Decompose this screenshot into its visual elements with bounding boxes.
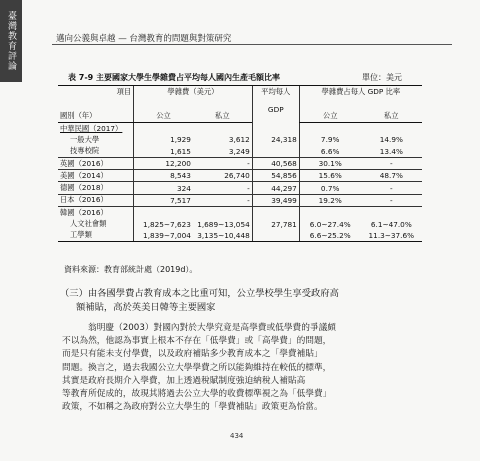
row-label: 英國（2016） (58, 157, 134, 169)
cell-gdp: 44,297 (252, 182, 299, 194)
cell-ratio-public: 7.9% (299, 134, 360, 145)
header-rule (52, 44, 452, 45)
row-label: 一般大學 (70, 134, 100, 144)
cell-ratio-public: 19.2% (299, 194, 360, 206)
table-source: 資料來源：教育部統計處（2019d）。 (64, 265, 198, 274)
row-label: 中華民國（2017） (60, 123, 123, 133)
cell-gdp (252, 207, 299, 219)
chapter-side-tab: 臺灣教育評論 (0, 0, 22, 82)
paragraph-line: 政策，不如稱之為政府對公立大學生的「學費補貼」政策更為恰當。 (62, 402, 323, 413)
cell-gdp: 39,499 (252, 194, 299, 206)
cell-fee-private: 1,689~13,054 (197, 219, 250, 229)
table-row (58, 218, 422, 229)
paragraph-line: 等教育所促成的，故現其將過去公立大學的收費標準視之為「低學費」 (62, 389, 332, 400)
header-gdp-label: GDP (252, 97, 299, 123)
table-row (58, 146, 422, 158)
cell-gdp: 54,856 (252, 170, 299, 182)
table-row (58, 134, 422, 145)
cell-ratio-public: 0.7% (299, 182, 360, 194)
cell-gdp (252, 146, 299, 158)
table-caption: 表 7-9 主要國家大學生學雜費占平均每人國內生產毛額比率 (68, 73, 281, 82)
cell-ratio-public (299, 207, 360, 219)
cell-fee-private: 26,740 (193, 170, 252, 182)
cell-fee-public (134, 207, 193, 219)
header-public: 公立 (134, 110, 193, 123)
cell-gdp: 24,318 (252, 134, 299, 145)
paragraph-line: 其實是政府長期介入學費，加上透過稅賦制度強迫納稅人補貼高 (62, 375, 306, 386)
cell-ratio-private (361, 123, 422, 135)
row-label: 技專校院 (70, 146, 100, 156)
cell-ratio-private: - (361, 194, 422, 206)
cell-fee-public: 8,543 (134, 170, 193, 182)
cell-ratio-private (361, 207, 422, 219)
table-row (58, 123, 422, 135)
cell-ratio-private: 6.1~47.0% (370, 219, 412, 229)
cell-fee-public: 1,825~7,623 (134, 218, 193, 229)
paragraph-line: 而是只有能未支付學費，以及政府補貼多少教育成本之「學費補貼」 (62, 349, 323, 360)
row-label: 人文社會類 (70, 219, 107, 229)
table-row (58, 230, 422, 242)
row-label: 美國（2014） (58, 170, 134, 182)
row-label: 日本（2016） (58, 194, 134, 206)
paragraph-line: 不以為然，他認為事實上根本不存在「低學費」或「高學費」的問題， (62, 336, 332, 347)
cell-gdp (252, 230, 299, 242)
table-row (58, 157, 422, 169)
row-label: 工學類 (58, 230, 134, 242)
page-number: 434 (230, 432, 244, 440)
section-heading (60, 287, 420, 315)
cell-ratio-private: 14.9% (379, 135, 403, 145)
cell-fee-private: - (193, 194, 252, 206)
cell-ratio-public: 30.1% (299, 157, 360, 169)
cell-gdp (252, 123, 299, 135)
paragraph-line: 問題。換言之，過去我國公立大學學費之所以能夠維持在較低的標準， (62, 362, 332, 373)
cell-fee-private: 3,249 (228, 146, 250, 156)
header-private: 私立 (193, 110, 252, 123)
cell-fee-private: - (193, 157, 252, 169)
body-paragraph (62, 322, 424, 414)
cell-gdp: 40,568 (252, 157, 299, 169)
cell-fee-public: 1,615 (134, 146, 193, 158)
cell-fee-private (193, 207, 252, 219)
header-item: 項目 (58, 86, 134, 98)
cell-fee-private (193, 123, 252, 135)
cell-ratio-public: 6.0~27.4% (299, 218, 360, 229)
cell-fee-public: 1,929 (134, 134, 193, 145)
header-gdp-group: 平均每人 (252, 86, 299, 98)
section-heading-line-2: 額補貼，高於英美日韓等主要國家 (76, 302, 216, 313)
cell-ratio-private: 13.4% (379, 146, 403, 156)
row-label: 德國（2018） (58, 182, 134, 194)
header-ratio-group: 學雜費占每人 GDP 比率 (299, 86, 422, 98)
cell-ratio-public: 6.6% (299, 146, 360, 158)
cell-ratio-private: 11.3~37.6% (361, 230, 422, 242)
cell-ratio-private: 48.7% (361, 170, 422, 182)
header-public-ratio: 公立 (299, 110, 360, 123)
cell-gdp: 27,781 (252, 218, 299, 229)
cell-fee-public: 1,839~7,004 (134, 230, 193, 242)
header-country-year: 國別（年） (58, 110, 134, 123)
table-unit: 單位：美元 (362, 73, 402, 82)
table-row (58, 207, 422, 219)
section-heading-line-1: （三）由各國學費占教育成本之比重可知，公立學校學生享受政府高 (60, 288, 339, 299)
cell-ratio-private: - (361, 157, 422, 169)
cell-ratio-private: - (361, 182, 422, 194)
cell-ratio-public (299, 123, 360, 135)
cell-fee-private: - (193, 182, 252, 194)
row-label: 韓國（2016） (58, 207, 134, 219)
cell-fee-public: 12,200 (134, 157, 193, 169)
table-row (58, 182, 422, 194)
table-row (58, 170, 422, 182)
cell-fee-public: 7,517 (134, 194, 193, 206)
paragraph-line: 翁明慶（2003）對國內對於大學究竟是高學費或低學費的爭議頗 (88, 323, 336, 333)
header-private-ratio: 私立 (361, 110, 422, 123)
cell-fee-public (134, 123, 193, 135)
cell-fee-public: 324 (134, 182, 193, 194)
cell-fee-private: 3,612 (228, 135, 250, 145)
cell-ratio-public: 6.6~25.2% (299, 230, 360, 242)
cell-fee-private: 3,135~10,448 (193, 230, 252, 242)
fee-table (58, 85, 422, 242)
header-fee-group: 學雜費（美元） (134, 86, 253, 98)
running-head: 邁向公義與卓越 — 台灣教育的問題與對策研究 (56, 34, 232, 44)
table-row (58, 194, 422, 206)
cell-ratio-public: 15.6% (299, 170, 360, 182)
